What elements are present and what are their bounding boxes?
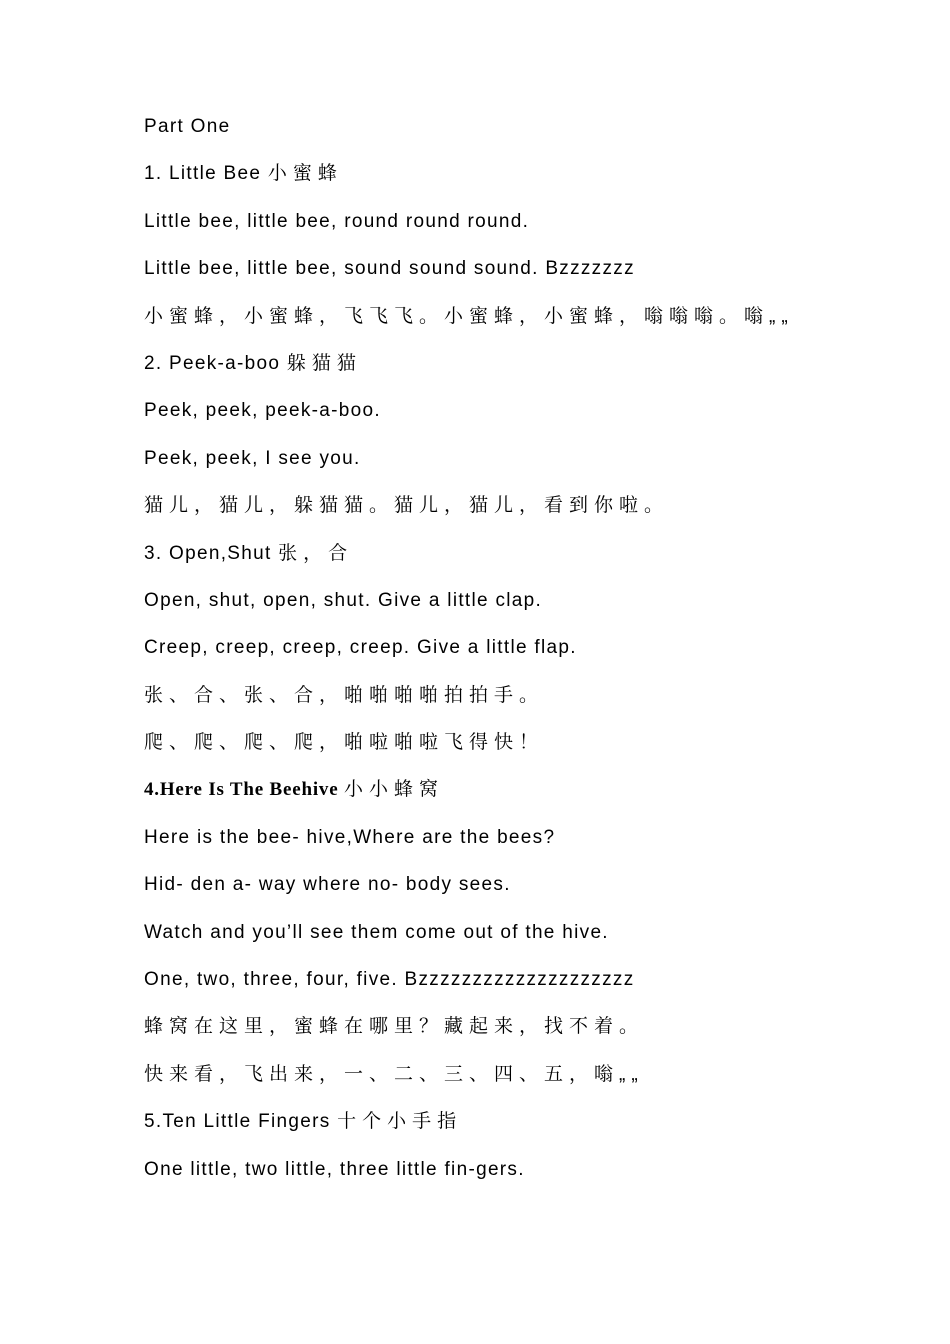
lyric-line-cn: 猫儿，猫儿，躲猫猫。猫儿，猫儿，看到你啦。 [144,495,670,517]
lyric-line: Little bee, little bee, round round round. [144,210,530,232]
song-title-little-bee [144,161,884,208]
lyric-line-cn: 爬、爬、爬、爬，啪啦啪啦飞得快！ [144,732,545,754]
song-title-cn: 小小蜂窝 [344,778,445,801]
lyric-line: Here is the bee- hive,Where are the bees? [144,826,556,848]
song-title-cn: 躲猫猫 [286,351,362,374]
song-title-en: 1. Little Bee [144,163,268,185]
lyric-line: Open, shut, open, shut. Give a little clap. [144,589,543,611]
lyric-line: Watch and you’ll see them come out of the hive. [144,921,609,943]
song-title-en: 5.Ten Little Fingers [144,1111,338,1133]
text-body [144,114,884,1204]
song-title-en: 2. Peek-a-boo [144,352,287,374]
song-title-cn: 小蜜蜂 [267,162,343,185]
lyric-line: One, two, three, four, five. Bzzzzzzzzzzzzzzzzzzzz [144,969,635,991]
song-title-en: 4.Here Is The Beehive [144,779,345,801]
song-title-here-is-the-beehive [144,777,884,824]
song-title-cn: 张，合 [278,541,354,564]
lyric-line-cn: 小蜜蜂，小蜜蜂，飞飞飞。小蜜蜂，小蜜蜂，嗡嗡嗡。嗡„„ [144,305,794,327]
lyric-line: Hid- den a- way where no- body sees. [144,874,511,896]
lyric-line: One little, two little, three little fin-gers. [144,1158,525,1180]
song-title-open-shut [144,541,884,588]
lyric-line-cn: 快来看，飞出来，一、二、三、四、五，嗡„„ [144,1063,644,1085]
lyric-line: Peek, peek, peek-a-boo. [144,400,381,422]
song-title-ten-little-fingers [144,1109,884,1156]
heading-part-one: Part One [144,116,231,137]
lyric-line-cn: 蜂窝在这里，蜜蜂在哪里？藏起来，找不着。 [144,1016,645,1038]
song-title-en: 3. Open,Shut [144,542,279,564]
song-title-cn: 十个小手指 [337,1110,463,1133]
lyric-line: Peek, peek, I see you. [144,447,361,469]
lyric-line-cn: 张、合、张、合，啪啪啪啪拍拍手。 [144,684,545,706]
lyric-line: Creep, creep, creep, creep. Give a little flap. [144,637,577,659]
lyric-line: Little bee, little bee, sound sound sound. Bzzzzzzz [144,258,635,280]
song-title-peek-a-boo [144,351,884,398]
